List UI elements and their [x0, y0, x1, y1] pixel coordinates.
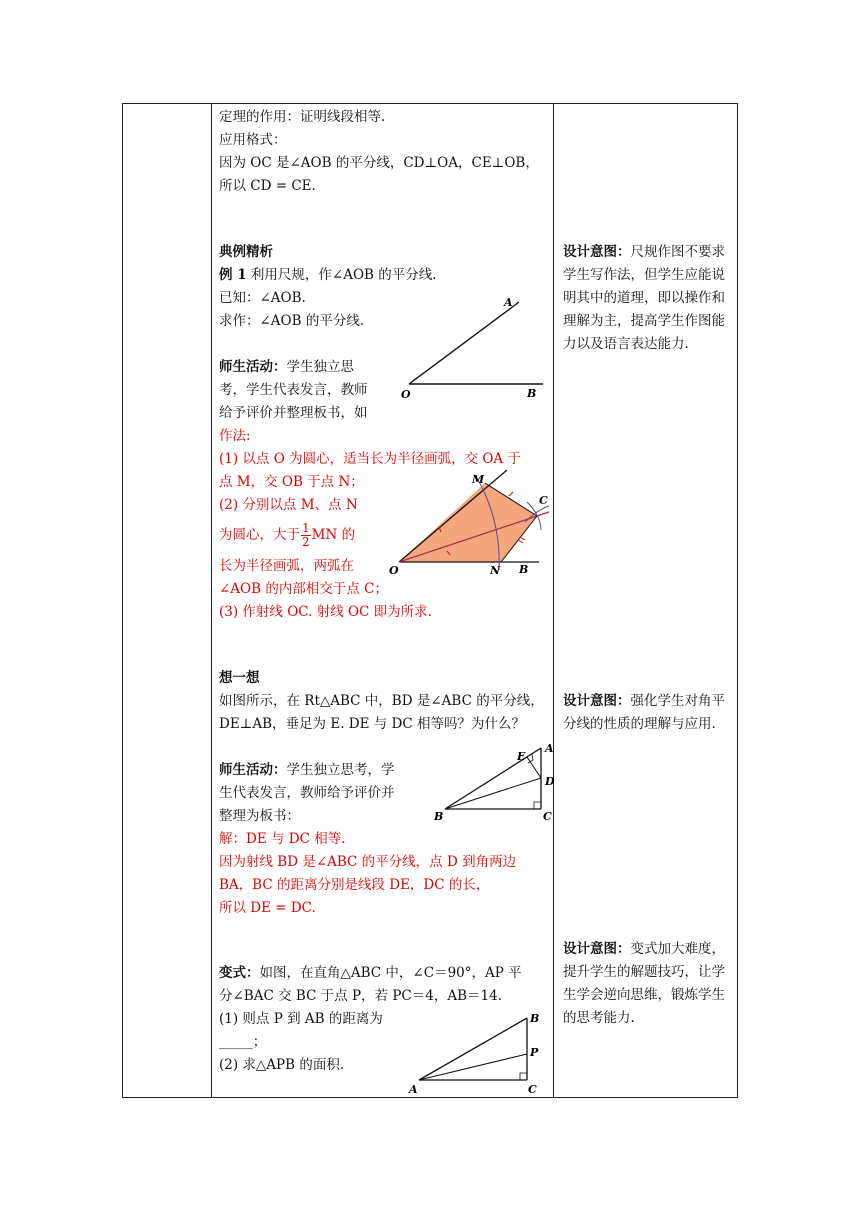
- answer-2: 因为射线 BD 是∠ABC 的平分线，点 D 到角两边: [219, 854, 517, 870]
- label-o: O: [389, 564, 399, 577]
- perpendicular-de: [527, 757, 541, 778]
- think-heading: 想一想: [219, 670, 260, 686]
- ray-oa: [409, 302, 519, 384]
- label-p: P: [530, 1046, 539, 1059]
- activity-line-1: 师生活动：学生独立思: [219, 359, 354, 375]
- variant-answer-blank[interactable]: _____；: [219, 1034, 267, 1050]
- example-title: 例 1 利用尺规，作∠AOB 的平分线.: [219, 267, 437, 283]
- label-d: D: [545, 775, 555, 788]
- bisector-ap: [419, 1054, 527, 1080]
- activity-line-3: 给予评价并整理板书，如: [219, 405, 368, 421]
- variant-triangle-figure: [407, 1008, 557, 1098]
- format-conclusion: 所以 CD = CE.: [219, 178, 316, 194]
- step2-line3: 长为半径画弧，两弧在: [219, 558, 354, 574]
- design-intent-2: 设计意图：强化学生对角平分线的性质的理解与应用.: [563, 693, 725, 732]
- label-o: O: [401, 388, 411, 400]
- step1-line1: (1) 以点 O 为圆心，适当长为半径画弧，交 OA 于: [219, 451, 521, 467]
- step2-line1: (2) 分别以点 M、点 N: [219, 497, 358, 513]
- label-b: B: [530, 1012, 540, 1025]
- variant-question-1: (1) 则点 P 到 AB 的距离为: [219, 1011, 383, 1027]
- label-n: N: [490, 564, 501, 577]
- tick-3: [520, 537, 525, 540]
- lesson-table: [122, 103, 738, 1098]
- think-question-2: DE⊥AB，垂足为 E. DE 与 DC 相等吗？为什么？: [219, 716, 525, 732]
- fraction-one-half: $\frac{1}{2}$: [302, 521, 310, 549]
- step3-line: (3) 作射线 OC. 射线 OC 即为所求.: [219, 604, 432, 620]
- think-activity-3: 整理为板书：: [219, 808, 300, 824]
- side-ab: [419, 1018, 527, 1080]
- method-label: 作法:: [219, 428, 251, 444]
- right-angle-c: [520, 1073, 527, 1080]
- label-m: M: [472, 473, 485, 486]
- answer-1: 解：DE 与 DC 相等.: [219, 831, 346, 847]
- think-triangle-figure: [431, 738, 555, 826]
- activity-line-2: 考，学生代表发言，教师: [219, 382, 368, 398]
- column-divider-2: [553, 104, 554, 1097]
- label-b: B: [519, 563, 529, 576]
- label-a: A: [545, 742, 554, 755]
- tick-2: [518, 540, 523, 543]
- step2-line4: ∠AOB 的内部相交于点 C；: [219, 581, 388, 597]
- side-ba: [445, 748, 541, 809]
- label-c: C: [539, 494, 548, 507]
- label-c: C: [528, 1083, 537, 1096]
- label-c: C: [543, 810, 552, 823]
- variant-question-2: (2) 求△APB 的面积.: [219, 1057, 345, 1073]
- right-angle-c: [534, 802, 541, 809]
- think-question-1: 如图所示，在 Rt△ABC 中，BD 是∠ABC 的平分线，: [219, 693, 544, 709]
- example-find: 求作：∠AOB 的平分线.: [219, 313, 365, 329]
- variant-line-2: 分∠BAC 交 BC 于点 P，若 PC＝4，AB＝14.: [219, 988, 502, 1004]
- design-intent-1: 设计意图：尺规作图不要求学生写作法，但学生应能说明其中的道理，即以操作和理解为主，提高学生作图能力以及语言表达能力.: [563, 244, 725, 352]
- label-a: A: [504, 296, 513, 309]
- example-known: 已知：∠AOB.: [219, 290, 306, 306]
- step2-line2: 为圆心，大于 $\frac{1}{2}$ MN 的: [219, 521, 356, 549]
- theorem-purpose: 定理的作用：证明线段相等.: [219, 109, 386, 125]
- answer-4: 所以 DE = DC.: [219, 900, 316, 916]
- label-b: B: [527, 387, 537, 400]
- design-intent-3: 设计意图：变式加大难度，提升学生的解题技巧，让学生学会逆向思维，锻炼学生的思考能力.: [563, 941, 725, 1026]
- label-a: A: [409, 1083, 418, 1096]
- bisector-construction-figure: [389, 466, 559, 578]
- format-condition: 因为 OC 是∠AOB 的平分线，CD⊥OA，CE⊥OB，: [219, 155, 539, 171]
- bisector-bd: [445, 778, 541, 809]
- step1-line2: 点 M，交 OB 于点 N；: [219, 474, 364, 490]
- angle-aob-figure: [399, 290, 559, 400]
- format-label: 应用格式：: [219, 132, 287, 148]
- think-activity-1: 师生活动：学生独立思考，学: [219, 762, 395, 778]
- think-activity-2: 生代表发言，教师给予评价并: [219, 785, 395, 801]
- label-e: E: [517, 750, 526, 763]
- example-heading: 典例精析: [219, 244, 273, 260]
- label-b: B: [434, 810, 444, 823]
- answer-3: BA，BC 的距离分别是线段 DE，DC 的长，: [219, 877, 490, 893]
- tick-1: [509, 492, 513, 496]
- variant-line-1: 变式：如图，在直角△ABC 中，∠C＝90°，AP 平: [219, 965, 522, 981]
- column-divider-1: [211, 104, 212, 1097]
